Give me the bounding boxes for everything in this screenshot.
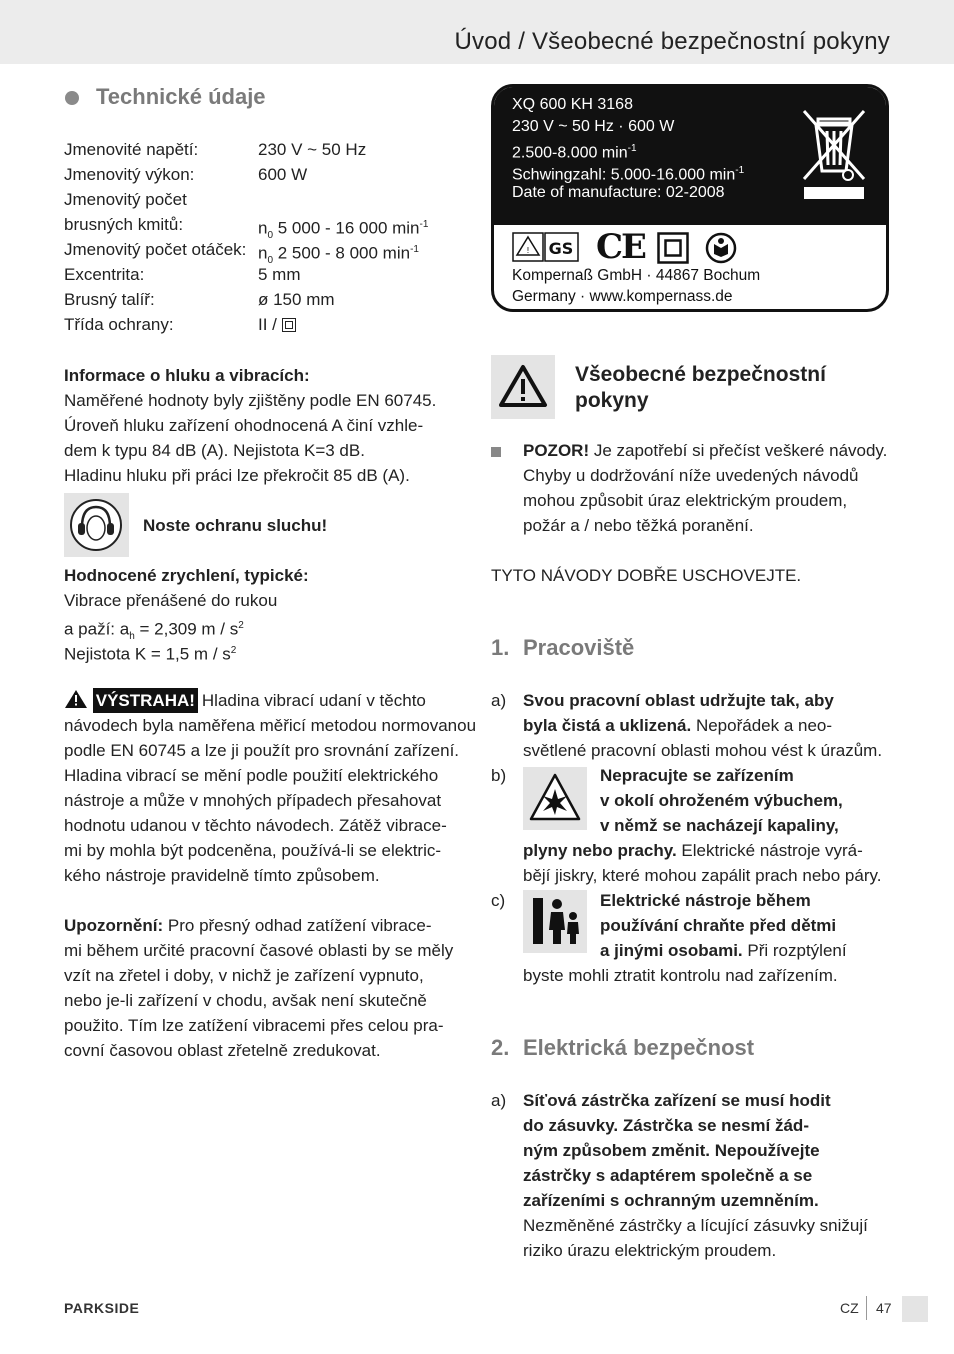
item-label: b) [491, 766, 507, 785]
rating-plate-top [494, 87, 886, 225]
note-line: mi během určité pracovní časové oblasti by se měly [64, 941, 454, 960]
gs-certification-icon [512, 231, 580, 263]
footer-tab [902, 1296, 928, 1322]
warning-triangle-icon [491, 355, 555, 419]
item-text: bějí jiskry, které mohou zapálit prach nebo páry. [523, 866, 882, 885]
spec-value: ø 150 mm [258, 290, 335, 309]
item-text: do zásuvky. Zástrčka se nesmí žád- [523, 1116, 809, 1135]
manual-read-icon [705, 232, 737, 264]
warning-first-line: VÝSTRAHA! Hladina vibrací udaní v těchto [64, 688, 426, 713]
protection-class-icon [282, 318, 296, 332]
item-label: c) [491, 891, 506, 910]
spec-value: 230 V ~ 50 Hz [258, 140, 367, 159]
item-text: byla čistá a uklizená. Nepořádek a neo- [523, 716, 833, 735]
spec-value: $n_0$ 2 500 - 8 000 $\min^{-1}$ [258, 243, 419, 267]
accel-title: Hodnocené zrychlení, typické: [64, 566, 309, 585]
ear-protection-label: Noste ochranu sluchu! [143, 516, 328, 535]
svg-text:!: ! [526, 246, 530, 255]
page-number: 47 [876, 1300, 892, 1316]
safety-title: Všeobecné bezpečnostní pokyny [575, 363, 826, 412]
item-text: zařízeními s ochranným uzemněním. [523, 1191, 819, 1210]
spec-label: Jmenovitý počet [64, 190, 187, 209]
spec-label: brusných kmitů: [64, 215, 184, 234]
accel-line: Nejistota K = 1,5 m / $s^2$ [64, 644, 237, 664]
footer-divider [866, 1296, 867, 1320]
warning-triangle-icon [64, 689, 88, 709]
spec-label: Excentrita: [64, 265, 145, 284]
noise-line: Hladinu hluku při práci lze překročit 85 dB (A). [64, 466, 410, 485]
pozor-line: Chyby u dodržování níže uvedených návodů [523, 466, 859, 485]
pozor-first-line: POZOR! Je zapotřebí si přečíst veškeré návody. [523, 441, 888, 460]
spec-label: Jmenovité napětí: [64, 140, 199, 159]
bullet-square-icon [491, 447, 501, 457]
spec-value: 5 mm [258, 265, 301, 284]
plate-date: Date of manufacture: 02-2008 [512, 184, 725, 201]
note-line: použito. Tím lze zatížení vibracemi přes celou pra- [64, 1016, 444, 1035]
warning-line: návodech byla naměřena měřicí metodou normovanou [64, 716, 477, 735]
warning-line: podle EN 60745 a lze ji použít pro srovnání zařízení. [64, 741, 460, 760]
warning-tag: VÝSTRAHA! [93, 688, 198, 713]
spec-value: II / [258, 312, 296, 337]
item-text: a jinými osobami. Při rozptýlení [600, 941, 847, 960]
item-text: ným způsobem změnit. Nepoužívejte [523, 1141, 820, 1160]
spec-value: 600 W [258, 165, 308, 184]
keep-children-away-icon [523, 890, 587, 953]
section-bullet-icon [65, 91, 79, 105]
plate-speed: 2.500-8.000 $\min^{-1}$ [512, 143, 637, 162]
spec-label: Brusný talíř: [64, 290, 155, 309]
item-text: zástrčky s adaptérem společně a se [523, 1166, 813, 1185]
item-text: Nezměněné zástrčky a lícující zásuvky snižují [523, 1216, 868, 1235]
section-title: Elektrická bezpečnost [523, 1035, 755, 1060]
protection-class-ii-icon [657, 232, 689, 264]
noise-line: Naměřené hodnoty byly zjištěny podle EN 60745. [64, 391, 437, 410]
plate-address: Germany · www.kompernass.de [512, 288, 733, 305]
pozor-line: mohou způsobit úraz elektrickým proudem, [523, 491, 848, 510]
accel-line: Vibrace přenášené do rukou [64, 591, 278, 610]
rating-plate [491, 84, 889, 312]
warning-line: Hladina vibrací se mění podle použití elektrického [64, 766, 439, 785]
item-label: a) [491, 691, 507, 710]
explosion-hazard-icon [523, 767, 587, 830]
warning-line: kého nástroje pravidelně tímto způsobem. [64, 866, 380, 885]
page-header [0, 0, 954, 64]
item-text: Svou pracovní oblast udržujte tak, aby [523, 691, 834, 710]
warning-line: nástroje a může v mnohých případech přesahovat [64, 791, 442, 810]
svg-text:GS: GS [548, 239, 574, 258]
spec-value: $n_0$ 5 000 - 16 000 $\min^{-1}$ [258, 218, 429, 242]
page-title: Úvod / Všeobecné bezpečnostní pokyny [454, 28, 890, 55]
plate-oscillation: Schwingzahl: 5.000-16.000 $\min^{-1}$ [512, 165, 745, 184]
tech-title: Technické údaje [96, 84, 266, 109]
note-line: covní časovou oblast zřetelně zredukovat. [64, 1041, 381, 1060]
ear-protection-icon [64, 493, 129, 557]
item-text: byste mohli ztratit kontrolu nad zařízením. [523, 966, 838, 985]
warning-line: mi by mohla být podceněna, používá-li se elektric- [64, 841, 442, 860]
item-text: Síťová zástrčka zařízení se musí hodit [523, 1091, 831, 1110]
section-number: 1. [491, 635, 510, 660]
section-number: 2. [491, 1035, 510, 1060]
plate-model: XQ 600 KH 3168 [512, 96, 633, 113]
weee-bin-icon [798, 105, 870, 201]
keep-instructions: TYTO NÁVODY DOBŘE USCHOVEJTE. [491, 566, 802, 585]
item-text: riziko úrazu elektrickým proudem. [523, 1241, 777, 1260]
brand-logo: PARKSIDE [64, 1300, 140, 1316]
language-code: CZ [840, 1300, 859, 1316]
spec-label: Třída ochrany: [64, 315, 174, 334]
noise-line: dem k typu 84 dB (A). Nejistota K=3 dB. [64, 441, 365, 460]
pozor-line: požár a / nebo těžká poranění. [523, 516, 754, 535]
spec-label: Jmenovitý počet otáček: [64, 240, 247, 259]
item-text: plyny nebo prachy. Elektrické nástroje vyrá- [523, 841, 863, 860]
note-line: nebo je-li zařízení v chodu, avšak není skutečně [64, 991, 427, 1010]
item-text: světlené pracovní oblasti mohou vést k úrazům. [523, 741, 883, 760]
noise-title: Informace o hluku a vibracích: [64, 366, 310, 385]
note-line: vzít na zřetel i doby, v nichž je zařízení vypnuto, [64, 966, 424, 985]
section-title: Pracoviště [523, 635, 635, 660]
warning-line: hodnotu udanou v těchto návodech. Zátěž vibrace- [64, 816, 447, 835]
ce-mark: CE [596, 227, 645, 267]
noise-line: Úroveň hluku zařízení ohodnocená A činí vzhle- [64, 416, 424, 435]
spec-label: Jmenovitý výkon: [64, 165, 195, 184]
item-label: a) [491, 1091, 507, 1110]
plate-power: 230 V ~ 50 Hz · 600 W [512, 118, 675, 135]
plate-address: Kompernaß GmbH · 44867 Bochum [512, 267, 761, 284]
item-text: Elektrické nástroje během [600, 891, 811, 910]
accel-line: a paží: $a_h = 2,309$ m / $s^2$ [64, 619, 244, 643]
item-text: používání chraňte před dětmi [600, 916, 837, 935]
item-text: Nepracujte se zařízením [600, 766, 794, 785]
item-text: v okolí ohroženém výbuchem, [600, 791, 843, 810]
item-text: v němž se nacházejí kapaliny, [600, 816, 839, 835]
note-first-line: Upozornění: Pro přesný odhad zatížení vibrace- [64, 916, 432, 935]
